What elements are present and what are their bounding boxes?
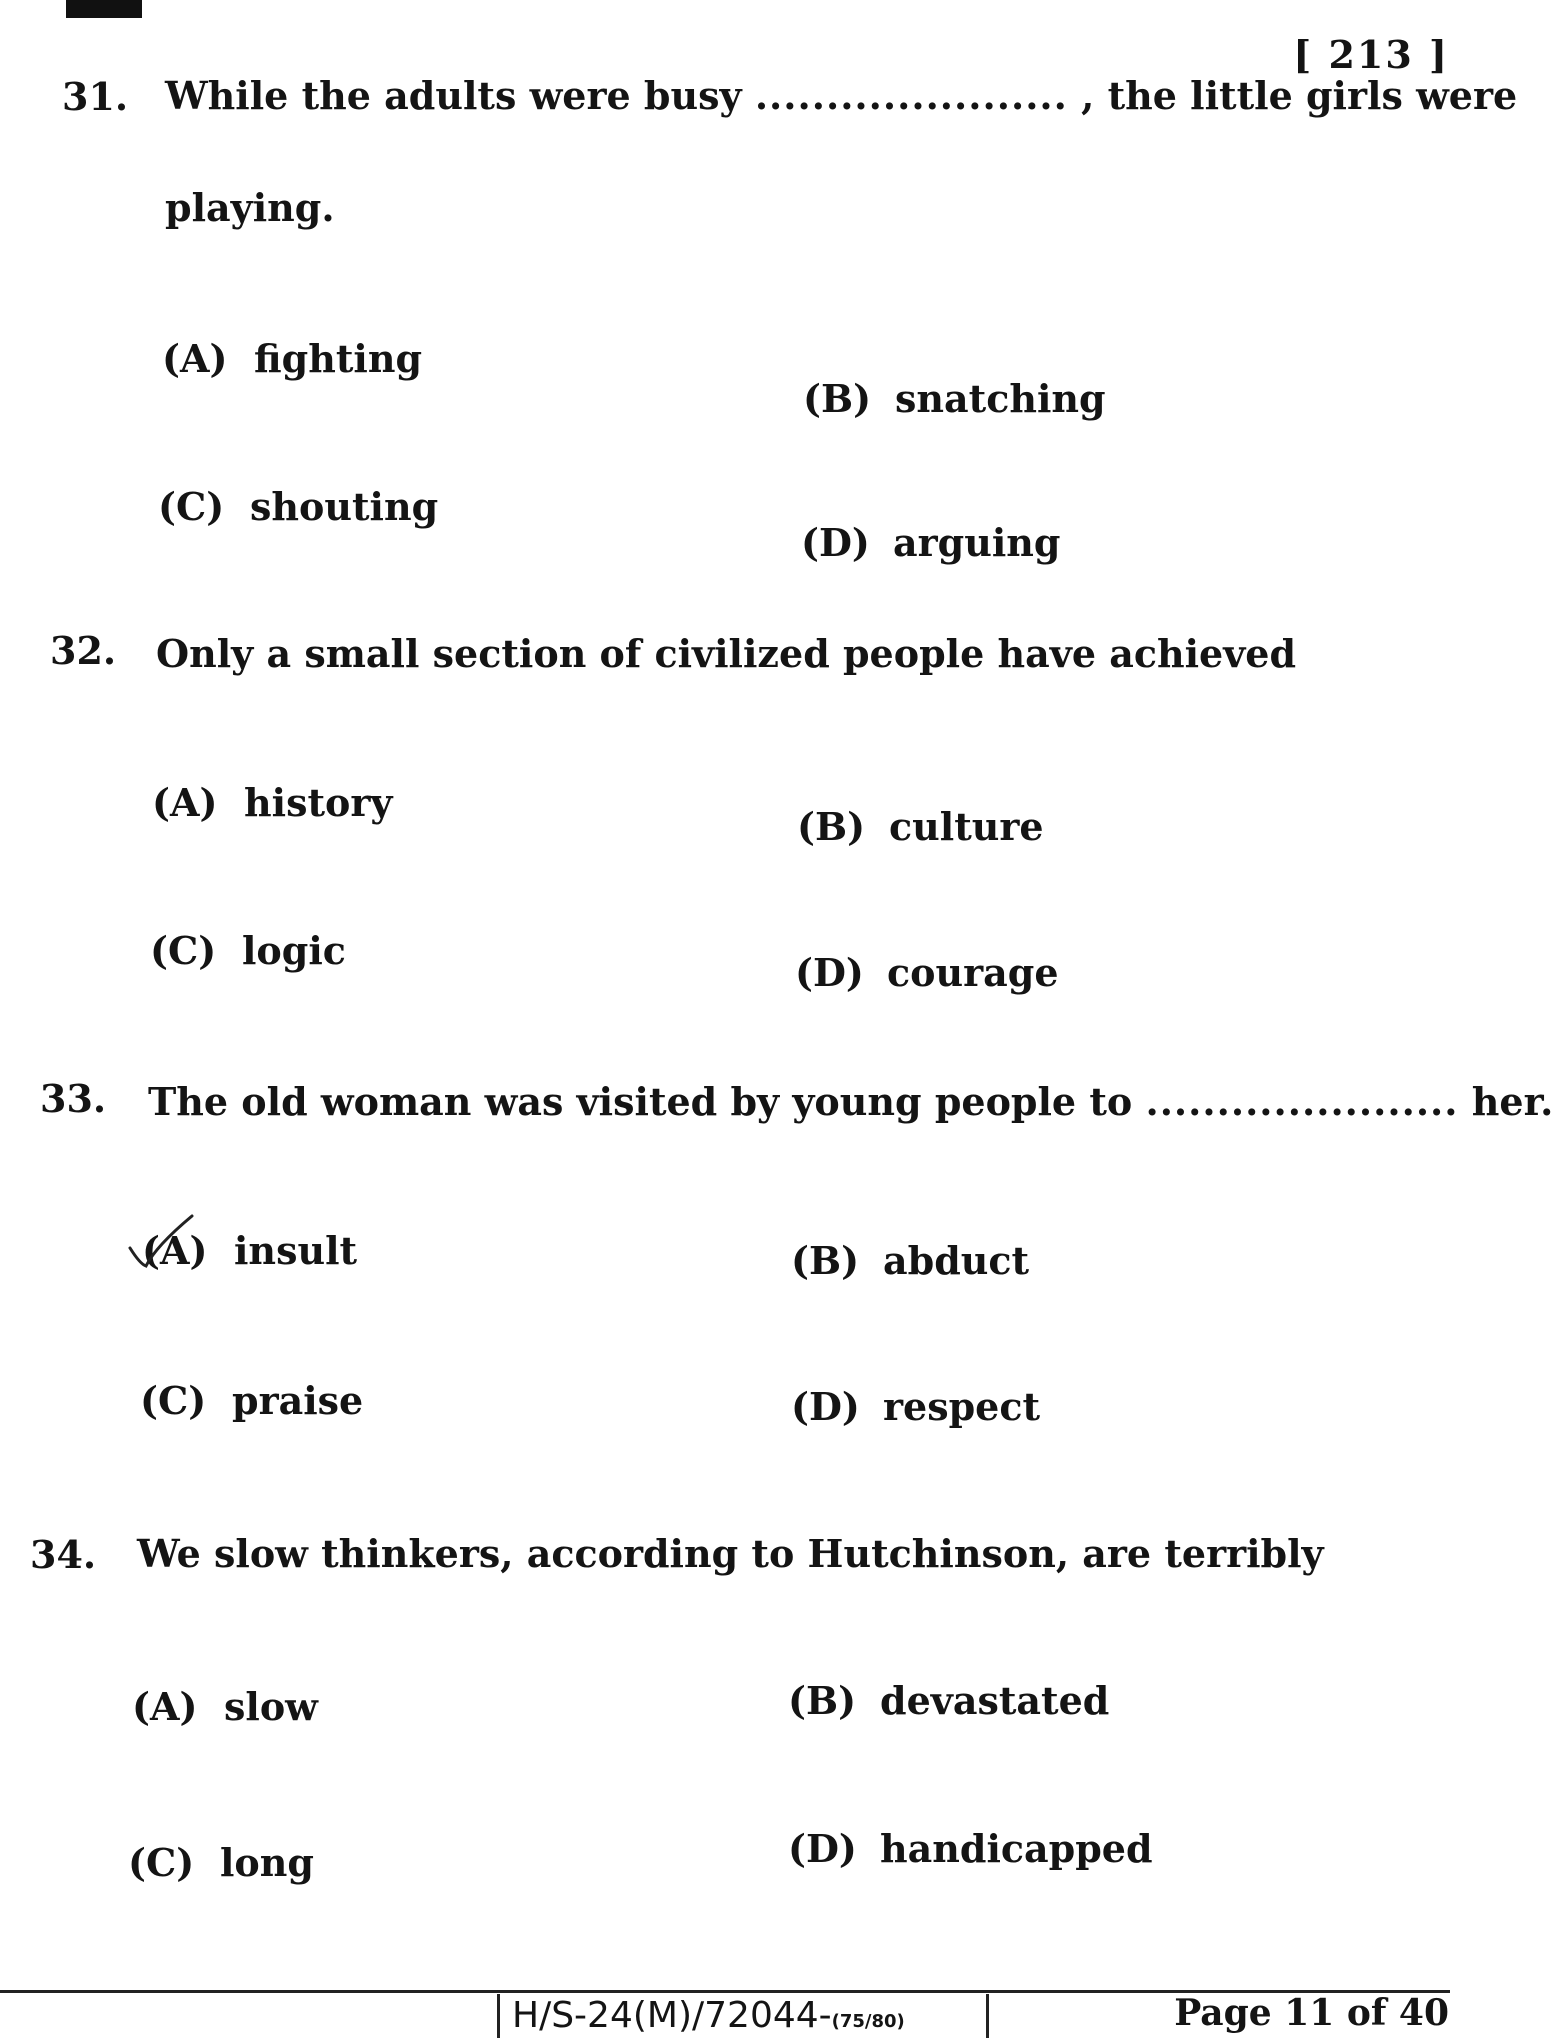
option-letter: (C) <box>150 928 217 973</box>
option-c[interactable] <box>150 928 346 973</box>
option-letter: (D) <box>801 520 870 565</box>
option-c[interactable] <box>128 1840 314 1885</box>
option-text: fighting <box>254 336 423 381</box>
option-text: devastated <box>880 1678 1110 1723</box>
option-text: courage <box>887 950 1059 995</box>
option-letter: (A) <box>162 336 228 381</box>
option-text: abduct <box>883 1238 1030 1283</box>
option-text: logic <box>242 928 346 973</box>
option-text: arguing <box>893 520 1061 565</box>
question-text <box>165 60 1517 132</box>
checkmark-icon <box>126 1212 196 1272</box>
option-letter: (A) <box>132 1684 198 1729</box>
exam-code-suffix: (75/80) <box>831 2011 905 2032</box>
option-letter: (D) <box>788 1826 857 1871</box>
question-number: 32. <box>50 628 117 673</box>
option-text: shouting <box>250 484 439 529</box>
option-text: snatching <box>895 376 1106 421</box>
option-c[interactable] <box>140 1378 363 1423</box>
option-text: handicapped <box>880 1826 1153 1871</box>
question-text <box>148 1066 1553 1138</box>
option-d[interactable] <box>791 1384 1040 1429</box>
question-number: 33. <box>40 1076 107 1121</box>
question-text-after: her. <box>1471 1079 1553 1124</box>
option-letter: (B) <box>791 1238 860 1283</box>
option-letter: (A) <box>142 1228 208 1273</box>
exam-code-text: H/S-24(M)/72044- <box>512 1995 832 2036</box>
option-letter: (B) <box>788 1678 857 1723</box>
option-text: insult <box>234 1228 358 1273</box>
answer-blank: ...................... <box>1145 1079 1459 1124</box>
page-code: [ 213 ] <box>1293 32 1449 77</box>
option-letter: (B) <box>797 804 866 849</box>
exam-code <box>497 1994 989 2038</box>
option-letter: (C) <box>158 484 225 529</box>
option-text: praise <box>232 1378 364 1423</box>
answer-blank: ...................... <box>754 73 1068 118</box>
option-letter: (A) <box>152 780 218 825</box>
option-text: history <box>244 780 393 825</box>
option-text: culture <box>889 804 1044 849</box>
option-letter: (C) <box>128 1840 195 1885</box>
option-d[interactable] <box>801 520 1060 565</box>
question-number: 31. <box>62 74 129 119</box>
question-text-before: The old woman was visited by young people to <box>148 1079 1133 1124</box>
question-text-after: , the little girls were <box>1081 73 1518 118</box>
option-a[interactable] <box>152 780 392 825</box>
option-letter: (D) <box>795 950 864 995</box>
question-text: Only a small section of civilized people have achieved <box>156 631 1297 676</box>
option-text: slow <box>224 1684 318 1729</box>
question-text-line2: playing. <box>165 185 335 230</box>
option-letter: (C) <box>140 1378 207 1423</box>
option-b[interactable] <box>791 1238 1029 1283</box>
option-a[interactable] <box>132 1684 318 1729</box>
option-text: respect <box>883 1384 1041 1429</box>
option-d[interactable] <box>788 1826 1153 1871</box>
question-text-before: While the adults were busy <box>165 73 742 118</box>
question-number: 34. <box>30 1532 97 1577</box>
corner-mark <box>66 0 142 18</box>
option-b[interactable] <box>797 804 1044 849</box>
option-b[interactable] <box>803 376 1106 421</box>
option-letter: (B) <box>803 376 872 421</box>
option-text: long <box>220 1840 314 1885</box>
option-letter: (D) <box>791 1384 860 1429</box>
question-text: We slow thinkers, according to Hutchinson, are terribly <box>137 1531 1324 1576</box>
option-b[interactable] <box>788 1678 1109 1723</box>
page-number: Page 11 of 40 <box>1174 1992 1449 2034</box>
option-d[interactable] <box>795 950 1059 995</box>
option-c[interactable] <box>158 484 438 529</box>
option-a[interactable] <box>162 336 422 381</box>
